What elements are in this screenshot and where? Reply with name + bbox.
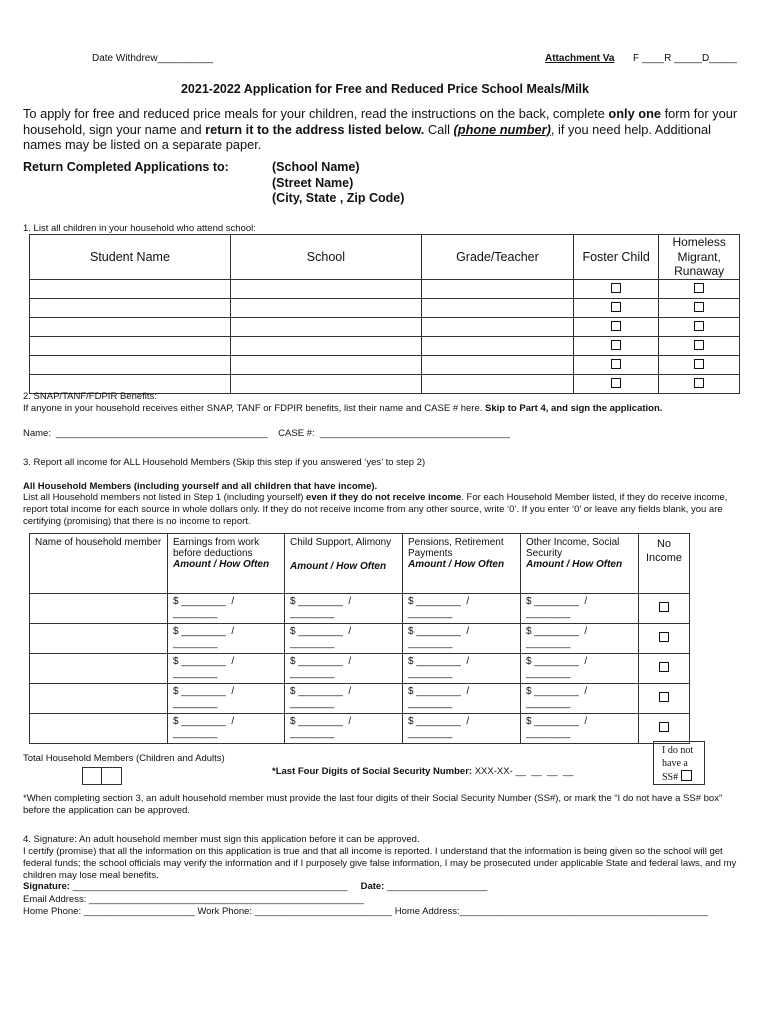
how-often-line: ________ (290, 608, 335, 619)
return-label: Return Completed Applications to: (23, 160, 229, 174)
col-school: School (230, 235, 421, 280)
step3-heading: All Household Members (including yourself and all children that have income). (23, 481, 378, 492)
how-often-line: ________ (408, 608, 453, 619)
step3-text-1: List all Household members not listed in Step 1 (including yourself) (23, 492, 307, 503)
grade-cell[interactable] (421, 279, 573, 298)
ssn-input[interactable]: XXX-XX- __ __ __ __ (474, 766, 574, 777)
how-often-line: ________ (408, 668, 453, 679)
amount-line: $ ________ / (173, 656, 235, 667)
return-address (272, 160, 404, 207)
col-earnings-amount: Amount / How Often (173, 559, 270, 570)
income-amount-cell[interactable] (285, 714, 403, 744)
school-cell[interactable] (230, 355, 421, 374)
how-often-line: ________ (290, 698, 335, 709)
how-often-line: ________ (526, 728, 571, 739)
how-often-line: ________ (173, 608, 218, 619)
income-table (29, 533, 690, 744)
signature-label: Signature: (23, 881, 70, 892)
table-row (30, 298, 740, 317)
amount-line: $ ________ / (526, 656, 588, 667)
col-pensions (403, 534, 521, 594)
table-row (30, 279, 740, 298)
intro-text-3: Call (424, 121, 454, 137)
return-city: (City, State , Zip Code) (272, 191, 405, 205)
foster-checkbox[interactable] (611, 378, 621, 388)
amount-line: $ ________ / (408, 626, 470, 637)
homeless-checkbox[interactable] (694, 340, 704, 350)
col-foster-child: Foster Child (573, 235, 658, 280)
date-label: Date: (360, 881, 385, 892)
homeless-checkbox[interactable] (694, 321, 704, 331)
foster-checkbox[interactable] (611, 359, 621, 369)
amount-line: $ ________ / (408, 716, 470, 727)
foster-checkbox[interactable] (611, 340, 621, 350)
no-income-checkbox[interactable] (659, 602, 669, 612)
ssn-note: *When completing section 3, an adult household member must provide the last four digits of their Social Security Number (SS#), or mark the “I do not have a SS# box” before the application can be approved. (23, 793, 723, 816)
income-amount-cell[interactable] (403, 714, 521, 744)
amount-line: $ ________ / (526, 686, 588, 697)
how-often-line: ________ (290, 728, 335, 739)
school-cell[interactable] (230, 317, 421, 336)
member-name-cell[interactable] (30, 624, 168, 654)
how-often-line: ________ (173, 668, 218, 679)
school-cell[interactable] (230, 374, 421, 393)
col-student-name: Student Name (30, 235, 231, 280)
income-amount-cell[interactable] (168, 594, 285, 624)
income-amount-cell[interactable] (285, 624, 403, 654)
intro-bold-2: return it to the address listed below. (205, 121, 425, 137)
income-amount-cell[interactable] (521, 654, 639, 684)
no-ssn-label: I do not have a SS# (662, 745, 694, 783)
phone-number-placeholder: (phone number) (453, 121, 551, 137)
table-row (30, 355, 740, 374)
col-child-support-label: Child Support, Alimony (290, 537, 392, 548)
homeless-checkbox[interactable] (694, 359, 704, 369)
col-other-income-amount: Amount / How Often (526, 559, 623, 570)
no-ssn-box (653, 741, 705, 785)
amount-line: $ ________ / (526, 716, 588, 727)
school-cell[interactable] (230, 279, 421, 298)
intro-text-2: form for your household, sign your name and (23, 106, 738, 137)
date-withdrew: Date Withdrew__________ (92, 53, 214, 64)
step2-text (23, 403, 763, 414)
intro-text-1: To apply for free and reduced price meals for your children, read the instructions on the back, complete (23, 106, 609, 121)
student-name-cell[interactable] (30, 336, 231, 355)
amount-line: $ ________ / (408, 686, 470, 697)
income-amount-cell[interactable] (521, 624, 639, 654)
ssn-row (272, 766, 573, 777)
income-amount-cell[interactable] (521, 684, 639, 714)
col-other-income-label: Other Income, Social Security (526, 537, 620, 559)
foster-checkbox[interactable] (611, 321, 621, 331)
income-amount-cell[interactable] (403, 654, 521, 684)
how-often-line: ________ (408, 698, 453, 709)
attachment-label: Attachment Va (545, 53, 615, 64)
return-school: (School Name) (272, 160, 360, 174)
col-earnings-label: Earnings from work before deductions (173, 537, 260, 559)
grade-cell[interactable] (421, 317, 573, 336)
no-ssn-checkbox[interactable] (681, 770, 692, 781)
income-amount-cell[interactable] (521, 714, 639, 744)
how-often-line: ________ (173, 698, 218, 709)
date-line[interactable]: ___________________ (384, 881, 488, 892)
how-often-line: ________ (173, 638, 218, 649)
amount-line: $ ________ / (290, 596, 352, 607)
col-child-support (285, 534, 403, 594)
how-often-line: ________ (526, 638, 571, 649)
step1-label: 1. List all children in your household who attend school: (23, 223, 256, 234)
income-amount-cell[interactable] (168, 684, 285, 714)
col-homeless: Homeless Migrant, Runaway (659, 235, 740, 280)
table-row (30, 336, 740, 355)
step3-instructions (23, 492, 748, 528)
grade-cell[interactable] (421, 374, 573, 393)
col-other-income (521, 534, 639, 594)
homeless-checkbox[interactable] (694, 283, 704, 293)
signature-line[interactable]: ____________________________________________________ (69, 881, 348, 892)
step4-title: 4. Signature: An adult household member must sign this application before it can be approved. (23, 834, 420, 845)
amount-line: $ ________ / (290, 716, 352, 727)
income-amount-cell[interactable] (403, 624, 521, 654)
table-row (30, 594, 690, 624)
table-row (30, 654, 690, 684)
total-members-box[interactable] (82, 767, 122, 785)
member-name-cell[interactable] (30, 594, 168, 624)
no-income-checkbox[interactable] (659, 662, 669, 672)
col-member-name: Name of household member (30, 534, 168, 594)
step3-bold: even if they do not receive income (306, 492, 462, 503)
phone-address-line[interactable]: Home Phone: _____________________ Work Phone: __________________________ Home Address:_______________________________________________ (23, 906, 708, 917)
income-amount-cell[interactable] (168, 654, 285, 684)
amount-line: $ ________ / (173, 686, 235, 697)
foster-checkbox[interactable] (611, 283, 621, 293)
table-row (30, 317, 740, 336)
children-table (29, 234, 740, 394)
page-title: 2021-2022 Application for Free and Reduced Price School Meals/Milk (180, 82, 589, 96)
how-often-line: ________ (526, 698, 571, 709)
amount-line: $ ________ / (173, 716, 235, 727)
amount-line: $ ________ / (526, 626, 588, 637)
amount-line: $ ________ / (526, 596, 588, 607)
office-codes: F ____R _____D_____ (633, 53, 737, 64)
student-name-cell[interactable] (30, 298, 231, 317)
how-often-line: ________ (290, 668, 335, 679)
intro-paragraph (23, 106, 751, 153)
step2-text-plain: If anyone in your household receives either SNAP, TANF or FDPIR benefits, list their name and CASE # here. (23, 403, 486, 414)
income-amount-cell[interactable] (521, 594, 639, 624)
table-row (30, 624, 690, 654)
table-row (30, 714, 690, 744)
amount-line: $ ________ / (173, 596, 235, 607)
children-table-header (30, 235, 740, 280)
amount-line: $ ________ / (290, 686, 352, 697)
no-income-checkbox[interactable] (659, 632, 669, 642)
table-row (30, 684, 690, 714)
student-name-cell[interactable] (30, 317, 231, 336)
student-name-cell[interactable] (30, 279, 231, 298)
no-income-checkbox[interactable] (659, 692, 669, 702)
amount-line: $ ________ / (408, 656, 470, 667)
member-name-cell[interactable] (30, 684, 168, 714)
income-amount-cell[interactable] (285, 684, 403, 714)
how-often-line: ________ (408, 728, 453, 739)
income-amount-cell[interactable] (285, 594, 403, 624)
amount-line: $ ________ / (408, 596, 470, 607)
step3-text-2: . For each Household Member listed, if they do receive income, report total income for each source in whole dollars only. If they do not receive income from any other source, write ‘0’. If you enter ‘0’ or leave any fields blank, you are certifying (promising) that there is no income to report. (23, 492, 728, 527)
step4-certification: I certify (promise) that all the information on this application is true and that all income is reported. I understand that the information is being given so the school will get federal funds; the school officials may verify the information and if I purposely give false information, I may be prosecuted under applicable State and federal laws, and my children may lose meal benefits. (23, 846, 737, 881)
income-amount-cell[interactable] (403, 684, 521, 714)
return-street: (Street Name) (272, 175, 354, 190)
school-cell[interactable] (230, 336, 421, 355)
grade-cell[interactable] (421, 355, 573, 374)
foster-checkbox[interactable] (611, 302, 621, 312)
col-no-income: No Income (639, 534, 690, 594)
signature-row (23, 881, 487, 892)
col-child-support-amount: Amount / How Often (290, 561, 387, 572)
homeless-checkbox[interactable] (694, 378, 704, 388)
amount-line: $ ________ / (290, 656, 352, 667)
school-cell[interactable] (230, 298, 421, 317)
intro-bold-1: only one (608, 106, 662, 121)
grade-cell[interactable] (421, 298, 573, 317)
intro-text-4: , if you need help. Additional names may be listed on a separate paper. (23, 121, 712, 152)
how-often-line: ________ (408, 638, 453, 649)
col-grade-teacher: Grade/Teacher (421, 235, 573, 280)
how-often-line: ________ (290, 638, 335, 649)
step3-title: 3. Report all income for ALL Household Members (Skip this step if you answered ‘yes’ to step 2) (23, 457, 426, 468)
income-amount-cell[interactable] (168, 624, 285, 654)
income-table-header (30, 534, 690, 594)
income-amount-cell[interactable] (285, 654, 403, 684)
step2-text-bold: Skip to Part 4, and sign the application. (485, 403, 663, 414)
homeless-checkbox[interactable] (694, 302, 704, 312)
grade-cell[interactable] (421, 336, 573, 355)
member-name-cell[interactable] (30, 654, 168, 684)
col-pensions-amount: Amount / How Often (408, 559, 505, 570)
income-amount-cell[interactable] (403, 594, 521, 624)
no-income-checkbox[interactable] (659, 722, 669, 732)
member-name-cell[interactable] (30, 714, 168, 744)
how-often-line: ________ (173, 728, 218, 739)
amount-line: $ ________ / (173, 626, 235, 637)
email-line[interactable]: Email Address: ____________________________________________________ (23, 894, 364, 905)
col-earnings (168, 534, 285, 594)
student-name-cell[interactable] (30, 355, 231, 374)
amount-line: $ ________ / (290, 626, 352, 637)
name-case-line[interactable]: Name: ________________________________________ CASE #: ____________________________________ (23, 428, 511, 439)
total-members-label: Total Household Members (Children and Adults) (23, 753, 225, 764)
income-amount-cell[interactable] (168, 714, 285, 744)
step2-title: 2. SNAP/TANF/FDPIR Benefits: (23, 391, 157, 402)
col-pensions-label: Pensions, Retirement Payments (408, 537, 504, 559)
how-often-line: ________ (526, 608, 571, 619)
how-often-line: ________ (526, 668, 571, 679)
ssn-label: *Last Four Digits of Social Security Number: (272, 766, 473, 777)
